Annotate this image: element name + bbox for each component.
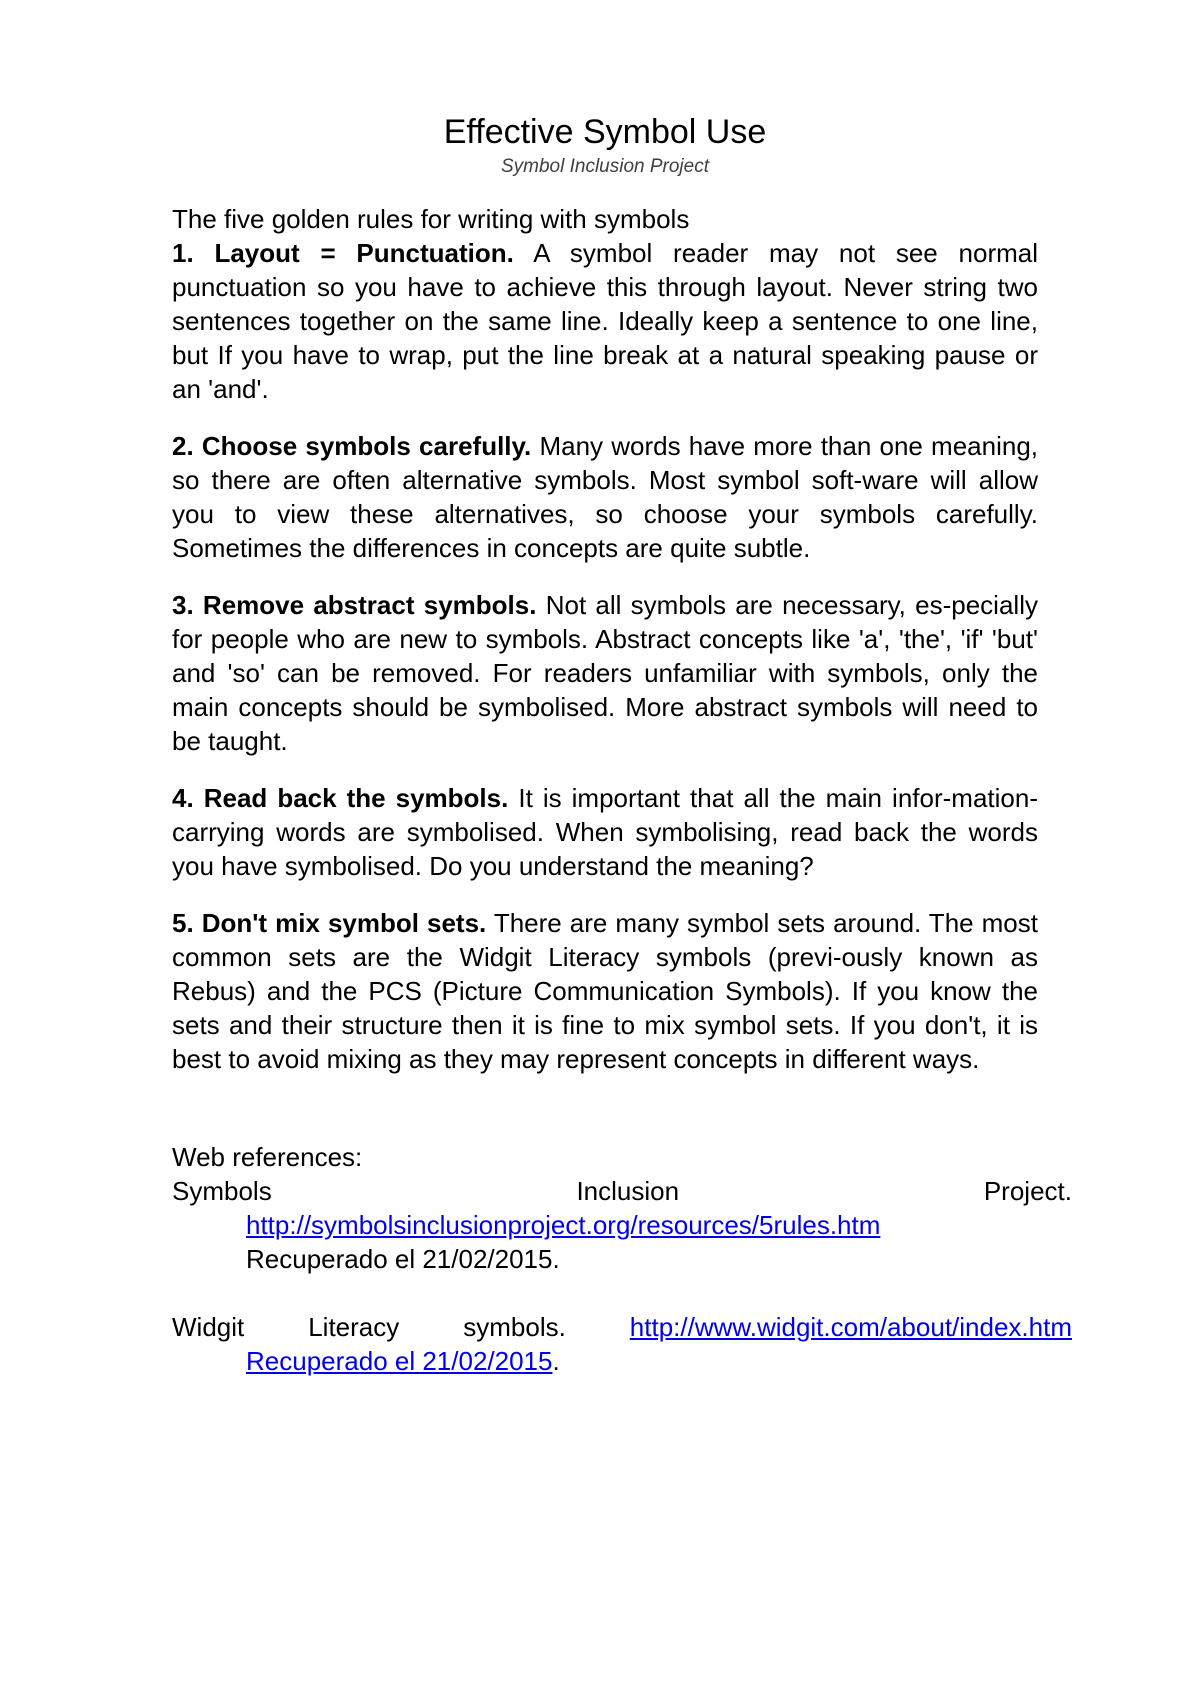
- main-column: [172, 112, 1038, 1076]
- rule-3-body: Not all symbols are necessary, es-pecially for people who are new to symbols. Abstract concepts like 'a', 'the', 'if' 'but' and 'so' can be removed. For readers unfamiliar with symbols, only the main concepts should be symbolised. More abstract symbols will need to be taught.: [172, 590, 1038, 756]
- reference-1-word-1: Symbols: [172, 1176, 272, 1206]
- rule-4-heading: 4. Read back the symbols.: [172, 783, 509, 813]
- web-references: [172, 1140, 1072, 1378]
- rule-4-body: It is important that all the main infor-mation-carrying words are symbolised. When symbolising, read back the words you have symbolised. Do you understand the meaning?: [172, 783, 1038, 881]
- reference-1-retrieved: Recuperado el 21/02/2015.: [246, 1244, 560, 1274]
- rule-2-heading: 2. Choose symbols carefully.: [172, 431, 532, 461]
- rule-1: [172, 236, 1038, 406]
- rule-5-body: There are many symbol sets around. The most common sets are the Widgit Literacy symbols (previ-ously known as Rebus) and the PCS (Picture Communication Symbols). If you know the sets and their structure then it is fine to mix symbol sets. If you don't, it is best to avoid mixing as they may represent concepts in different ways.: [172, 908, 1038, 1074]
- reference-2-title: [172, 1310, 1072, 1344]
- reference-2-word-3: symbols.: [463, 1312, 566, 1342]
- reference-2-retrieved-link[interactable]: Recuperado el 21/02/2015: [246, 1346, 553, 1376]
- rule-4: [172, 781, 1038, 883]
- document-subtitle: Symbol Inclusion Project: [500, 156, 710, 177]
- rule-3: [172, 588, 1038, 758]
- document-page: [172, 112, 1072, 1378]
- rule-2: [172, 429, 1038, 565]
- reference-spacer: [172, 1276, 1072, 1310]
- reference-1-word-2: Inclusion: [576, 1176, 680, 1206]
- reference-2-word-1: Widgit: [172, 1312, 245, 1342]
- reference-1-word-3: Project.: [983, 1176, 1072, 1206]
- rule-5-heading: 5. Don't mix symbol sets.: [172, 908, 487, 938]
- reference-1-title: [172, 1174, 1072, 1208]
- rule-2-body: Many words have more than one meaning, so there are often alternative symbols. Most symbol soft-ware will allow you to view these alternatives, so choose your symbols carefully. Sometimes the differences in concepts are quite subtle.: [172, 431, 1039, 563]
- rule-1-heading: 1. Layout = Punctuation.: [172, 238, 514, 268]
- reference-2-link[interactable]: http://www.widgit.com/about/index.htm: [629, 1312, 1072, 1342]
- document-title: Effective Symbol Use: [443, 113, 767, 151]
- reference-2-word-2: Literacy: [308, 1312, 400, 1342]
- rule-1-body: A symbol reader may not see normal punctuation so you have to achieve this through layout. Never string two sentences together on the same line. Ideally keep a sentence to one line, but If you have to wrap, put the line break at a natural speaking pause or an 'and'.: [172, 238, 1038, 404]
- reference-2-retrieved-line: [172, 1344, 1072, 1378]
- references-heading: Web references:: [172, 1142, 363, 1172]
- reference-2-trailing-period: .: [552, 1346, 560, 1376]
- intro-text: The five golden rules for writing with symbols: [172, 204, 690, 234]
- reference-1-url-line: [172, 1208, 1072, 1242]
- reference-1-link[interactable]: http://symbolsinclusionproject.org/resources/5rules.htm: [246, 1210, 881, 1240]
- rule-3-heading: 3. Remove abstract symbols.: [172, 590, 537, 620]
- rule-5: [172, 906, 1038, 1076]
